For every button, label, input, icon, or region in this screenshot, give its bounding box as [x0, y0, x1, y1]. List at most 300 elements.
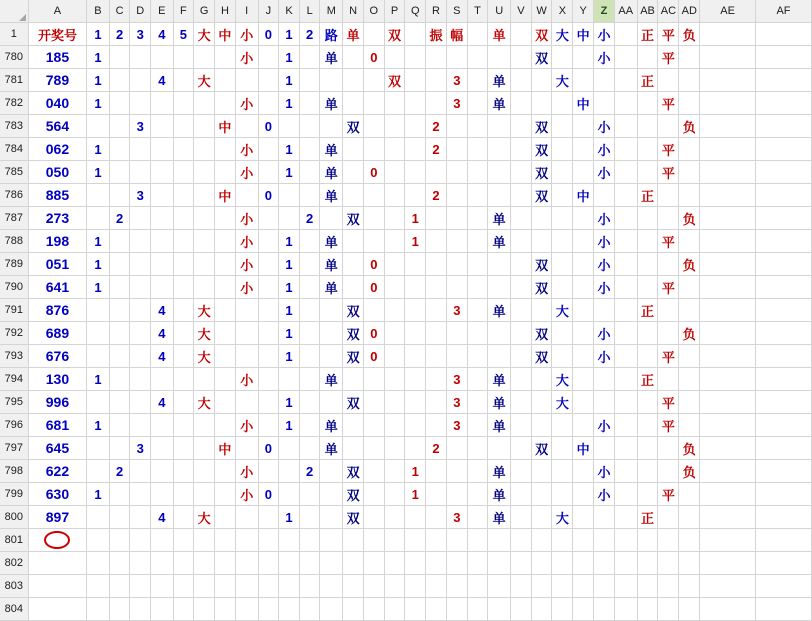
cell-j-802[interactable] — [258, 552, 279, 575]
cell-ae-801[interactable] — [700, 529, 756, 552]
cell-o-789[interactable]: 0 — [363, 253, 384, 276]
cell-a-796[interactable]: 681 — [28, 414, 86, 437]
cell-a-780[interactable]: 185 — [28, 46, 86, 69]
cell-t-794[interactable] — [467, 368, 488, 391]
cell-y-798[interactable] — [573, 460, 594, 483]
cell-x-797[interactable] — [552, 437, 573, 460]
cell-g-800[interactable]: 大 — [194, 506, 215, 529]
cell-e-782[interactable] — [151, 92, 174, 115]
cell-ad-785[interactable] — [679, 161, 700, 184]
cell-e-786[interactable] — [151, 184, 174, 207]
cell-o-803[interactable] — [363, 575, 384, 598]
column-header-o[interactable]: O — [363, 0, 384, 23]
table-row[interactable] — [0, 207, 812, 230]
cell-w-803[interactable] — [531, 575, 552, 598]
cell-ae-787[interactable] — [700, 207, 756, 230]
cell-y-786[interactable]: 中 — [573, 184, 594, 207]
cell-z-781[interactable] — [594, 69, 615, 92]
row-header[interactable]: 797 — [0, 437, 28, 460]
cell-ac-794[interactable] — [658, 368, 679, 391]
cell-ac-790[interactable]: 平 — [658, 276, 679, 299]
cell-m-801[interactable] — [320, 529, 343, 552]
cell-ae-796[interactable] — [700, 414, 756, 437]
cell-u-784[interactable] — [488, 138, 511, 161]
cell-k-793[interactable]: 1 — [279, 345, 300, 368]
header-cell-c[interactable]: 2 — [109, 23, 130, 46]
cell-s-785[interactable] — [446, 161, 467, 184]
cell-l-797[interactable] — [299, 437, 320, 460]
cell-ae-780[interactable] — [700, 46, 756, 69]
header-cell-q[interactable] — [405, 23, 426, 46]
cell-ac-788[interactable]: 平 — [658, 230, 679, 253]
cell-ab-803[interactable] — [637, 575, 658, 598]
cell-d-789[interactable] — [130, 253, 151, 276]
cell-af-790[interactable] — [756, 276, 812, 299]
header-cell-d[interactable]: 3 — [130, 23, 151, 46]
cell-f-803[interactable] — [173, 575, 194, 598]
cell-p-780[interactable] — [384, 46, 405, 69]
cell-k-790[interactable]: 1 — [279, 276, 300, 299]
cell-l-784[interactable] — [299, 138, 320, 161]
cell-x-794[interactable]: 大 — [552, 368, 573, 391]
column-header-w[interactable]: W — [531, 0, 552, 23]
cell-m-789[interactable]: 单 — [320, 253, 343, 276]
cell-s-787[interactable] — [446, 207, 467, 230]
cell-y-781[interactable] — [573, 69, 594, 92]
cell-af-794[interactable] — [756, 368, 812, 391]
cell-e-800[interactable]: 4 — [151, 506, 174, 529]
cell-n-782[interactable] — [343, 92, 364, 115]
cell-d-802[interactable] — [130, 552, 151, 575]
cell-w-804[interactable] — [531, 598, 552, 621]
cell-m-794[interactable]: 单 — [320, 368, 343, 391]
cell-ab-783[interactable] — [637, 115, 658, 138]
cell-r-783[interactable]: 2 — [426, 115, 447, 138]
cell-n-785[interactable] — [343, 161, 364, 184]
cell-d-793[interactable] — [130, 345, 151, 368]
cell-o-796[interactable] — [363, 414, 384, 437]
cell-n-795[interactable]: 双 — [343, 391, 364, 414]
cell-c-791[interactable] — [109, 299, 130, 322]
cell-z-788[interactable]: 小 — [594, 230, 615, 253]
cell-i-781[interactable] — [235, 69, 258, 92]
cell-t-799[interactable] — [467, 483, 488, 506]
cell-ad-800[interactable] — [679, 506, 700, 529]
cell-ae-786[interactable] — [700, 184, 756, 207]
cell-g-798[interactable] — [194, 460, 215, 483]
header-cell-ad[interactable]: 负 — [679, 23, 700, 46]
cell-f-799[interactable] — [173, 483, 194, 506]
cell-q-800[interactable] — [405, 506, 426, 529]
cell-t-800[interactable] — [467, 506, 488, 529]
cell-i-788[interactable]: 小 — [235, 230, 258, 253]
cell-af-801[interactable] — [756, 529, 812, 552]
cell-h-797[interactable]: 中 — [215, 437, 236, 460]
cell-af-788[interactable] — [756, 230, 812, 253]
cell-c-792[interactable] — [109, 322, 130, 345]
cell-o-794[interactable] — [363, 368, 384, 391]
cell-m-804[interactable] — [320, 598, 343, 621]
cell-af-789[interactable] — [756, 253, 812, 276]
cell-q-792[interactable] — [405, 322, 426, 345]
cell-l-792[interactable] — [299, 322, 320, 345]
cell-y-794[interactable] — [573, 368, 594, 391]
cell-ac-804[interactable] — [658, 598, 679, 621]
cell-u-785[interactable] — [488, 161, 511, 184]
column-header-l[interactable]: L — [299, 0, 320, 23]
cell-e-794[interactable] — [151, 368, 174, 391]
cell-z-787[interactable]: 小 — [594, 207, 615, 230]
cell-n-784[interactable] — [343, 138, 364, 161]
cell-f-781[interactable] — [173, 69, 194, 92]
cell-d-784[interactable] — [130, 138, 151, 161]
cell-ad-782[interactable] — [679, 92, 700, 115]
cell-t-790[interactable] — [467, 276, 488, 299]
cell-p-798[interactable] — [384, 460, 405, 483]
cell-af-792[interactable] — [756, 322, 812, 345]
cell-o-785[interactable]: 0 — [363, 161, 384, 184]
cell-ab-797[interactable] — [637, 437, 658, 460]
cell-r-800[interactable] — [426, 506, 447, 529]
cell-s-803[interactable] — [446, 575, 467, 598]
table-row[interactable] — [0, 575, 812, 598]
cell-l-794[interactable] — [299, 368, 320, 391]
cell-e-797[interactable] — [151, 437, 174, 460]
cell-k-797[interactable] — [279, 437, 300, 460]
cell-b-795[interactable] — [87, 391, 110, 414]
table-row[interactable] — [0, 414, 812, 437]
cell-b-792[interactable] — [87, 322, 110, 345]
cell-aa-783[interactable] — [614, 115, 637, 138]
cell-b-802[interactable] — [87, 552, 110, 575]
cell-f-801[interactable] — [173, 529, 194, 552]
cell-p-782[interactable] — [384, 92, 405, 115]
cell-k-783[interactable] — [279, 115, 300, 138]
cell-r-785[interactable] — [426, 161, 447, 184]
cell-n-802[interactable] — [343, 552, 364, 575]
cell-p-796[interactable] — [384, 414, 405, 437]
cell-r-794[interactable] — [426, 368, 447, 391]
column-header-ac[interactable]: AC — [658, 0, 679, 23]
cell-a-793[interactable]: 676 — [28, 345, 86, 368]
row-header[interactable]: 800 — [0, 506, 28, 529]
cell-ad-786[interactable] — [679, 184, 700, 207]
cell-i-802[interactable] — [235, 552, 258, 575]
cell-f-796[interactable] — [173, 414, 194, 437]
cell-af-793[interactable] — [756, 345, 812, 368]
cell-v-799[interactable] — [511, 483, 532, 506]
cell-w-781[interactable] — [531, 69, 552, 92]
cell-e-787[interactable] — [151, 207, 174, 230]
cell-g-782[interactable] — [194, 92, 215, 115]
cell-ac-792[interactable] — [658, 322, 679, 345]
cell-n-798[interactable]: 双 — [343, 460, 364, 483]
cell-v-782[interactable] — [511, 92, 532, 115]
cell-z-782[interactable] — [594, 92, 615, 115]
cell-w-786[interactable]: 双 — [531, 184, 552, 207]
cell-ad-781[interactable] — [679, 69, 700, 92]
row-header[interactable]: 804 — [0, 598, 28, 621]
cell-o-800[interactable] — [363, 506, 384, 529]
cell-q-798[interactable]: 1 — [405, 460, 426, 483]
cell-n-789[interactable] — [343, 253, 364, 276]
cell-a-799[interactable]: 630 — [28, 483, 86, 506]
cell-af-796[interactable] — [756, 414, 812, 437]
cell-d-791[interactable] — [130, 299, 151, 322]
cell-u-800[interactable]: 单 — [488, 506, 511, 529]
cell-af-791[interactable] — [756, 299, 812, 322]
cell-t-798[interactable] — [467, 460, 488, 483]
header-cell-n[interactable]: 单 — [343, 23, 364, 46]
cell-aa-790[interactable] — [614, 276, 637, 299]
row-header[interactable]: 792 — [0, 322, 28, 345]
cell-q-789[interactable] — [405, 253, 426, 276]
cell-c-798[interactable]: 2 — [109, 460, 130, 483]
header-cell-x[interactable]: 大 — [552, 23, 573, 46]
cell-g-801[interactable] — [194, 529, 215, 552]
cell-af-780[interactable] — [756, 46, 812, 69]
cell-h-791[interactable] — [215, 299, 236, 322]
row-header[interactable]: 791 — [0, 299, 28, 322]
cell-q-784[interactable] — [405, 138, 426, 161]
cell-ab-800[interactable]: 正 — [637, 506, 658, 529]
cell-v-781[interactable] — [511, 69, 532, 92]
cell-t-802[interactable] — [467, 552, 488, 575]
cell-k-784[interactable]: 1 — [279, 138, 300, 161]
cell-k-785[interactable]: 1 — [279, 161, 300, 184]
cell-af-804[interactable] — [756, 598, 812, 621]
cell-p-783[interactable] — [384, 115, 405, 138]
cell-d-792[interactable] — [130, 322, 151, 345]
row-header[interactable]: 794 — [0, 368, 28, 391]
cell-y-789[interactable] — [573, 253, 594, 276]
cell-q-790[interactable] — [405, 276, 426, 299]
cell-b-796[interactable]: 1 — [87, 414, 110, 437]
cell-b-801[interactable] — [87, 529, 110, 552]
cell-a-785[interactable]: 050 — [28, 161, 86, 184]
table-row[interactable] — [0, 598, 812, 621]
cell-m-784[interactable]: 单 — [320, 138, 343, 161]
cell-g-804[interactable] — [194, 598, 215, 621]
cell-z-795[interactable] — [594, 391, 615, 414]
cell-f-797[interactable] — [173, 437, 194, 460]
cell-u-796[interactable]: 单 — [488, 414, 511, 437]
cell-u-780[interactable] — [488, 46, 511, 69]
cell-r-780[interactable] — [426, 46, 447, 69]
cell-j-793[interactable] — [258, 345, 279, 368]
cell-t-803[interactable] — [467, 575, 488, 598]
cell-ab-786[interactable]: 正 — [637, 184, 658, 207]
cell-c-795[interactable] — [109, 391, 130, 414]
cell-ac-780[interactable]: 平 — [658, 46, 679, 69]
cell-h-783[interactable]: 中 — [215, 115, 236, 138]
cell-t-781[interactable] — [467, 69, 488, 92]
cell-ae-790[interactable] — [700, 276, 756, 299]
cell-e-801[interactable] — [151, 529, 174, 552]
cell-ad-797[interactable]: 负 — [679, 437, 700, 460]
cell-ab-785[interactable] — [637, 161, 658, 184]
cell-o-792[interactable]: 0 — [363, 322, 384, 345]
cell-x-803[interactable] — [552, 575, 573, 598]
cell-s-790[interactable] — [446, 276, 467, 299]
cell-t-793[interactable] — [467, 345, 488, 368]
cell-o-781[interactable] — [363, 69, 384, 92]
cell-s-797[interactable] — [446, 437, 467, 460]
cell-x-786[interactable] — [552, 184, 573, 207]
cell-r-781[interactable] — [426, 69, 447, 92]
cell-i-791[interactable] — [235, 299, 258, 322]
cell-j-780[interactable] — [258, 46, 279, 69]
cell-ad-784[interactable] — [679, 138, 700, 161]
cell-b-791[interactable] — [87, 299, 110, 322]
table-row[interactable] — [0, 483, 812, 506]
cell-ae-799[interactable] — [700, 483, 756, 506]
cell-l-791[interactable] — [299, 299, 320, 322]
cell-s-781[interactable]: 3 — [446, 69, 467, 92]
cell-aa-781[interactable] — [614, 69, 637, 92]
table-row[interactable] — [0, 460, 812, 483]
cell-y-797[interactable]: 中 — [573, 437, 594, 460]
cell-r-790[interactable] — [426, 276, 447, 299]
cell-f-784[interactable] — [173, 138, 194, 161]
cell-m-791[interactable] — [320, 299, 343, 322]
cell-w-783[interactable]: 双 — [531, 115, 552, 138]
cell-z-800[interactable] — [594, 506, 615, 529]
cell-i-798[interactable]: 小 — [235, 460, 258, 483]
cell-u-795[interactable]: 单 — [488, 391, 511, 414]
cell-p-794[interactable] — [384, 368, 405, 391]
cell-n-786[interactable] — [343, 184, 364, 207]
row-header[interactable]: 782 — [0, 92, 28, 115]
cell-b-780[interactable]: 1 — [87, 46, 110, 69]
cell-l-804[interactable] — [299, 598, 320, 621]
column-header-ae[interactable]: AE — [700, 0, 756, 23]
cell-ac-782[interactable]: 平 — [658, 92, 679, 115]
cell-w-796[interactable] — [531, 414, 552, 437]
cell-f-783[interactable] — [173, 115, 194, 138]
cell-h-804[interactable] — [215, 598, 236, 621]
cell-h-794[interactable] — [215, 368, 236, 391]
cell-q-785[interactable] — [405, 161, 426, 184]
cell-j-784[interactable] — [258, 138, 279, 161]
cell-e-792[interactable]: 4 — [151, 322, 174, 345]
cell-r-782[interactable] — [426, 92, 447, 115]
cell-a-800[interactable]: 897 — [28, 506, 86, 529]
cell-m-790[interactable]: 单 — [320, 276, 343, 299]
cell-t-796[interactable] — [467, 414, 488, 437]
cell-s-782[interactable]: 3 — [446, 92, 467, 115]
cell-k-799[interactable] — [279, 483, 300, 506]
cell-r-793[interactable] — [426, 345, 447, 368]
cell-p-787[interactable] — [384, 207, 405, 230]
cell-ae-784[interactable] — [700, 138, 756, 161]
cell-j-794[interactable] — [258, 368, 279, 391]
cell-y-780[interactable] — [573, 46, 594, 69]
cell-t-783[interactable] — [467, 115, 488, 138]
cell-f-804[interactable] — [173, 598, 194, 621]
cell-b-797[interactable] — [87, 437, 110, 460]
cell-i-801[interactable] — [235, 529, 258, 552]
cell-d-787[interactable] — [130, 207, 151, 230]
cell-l-796[interactable] — [299, 414, 320, 437]
cell-aa-802[interactable] — [614, 552, 637, 575]
cell-x-788[interactable] — [552, 230, 573, 253]
cell-r-804[interactable] — [426, 598, 447, 621]
cell-g-802[interactable] — [194, 552, 215, 575]
cell-q-781[interactable] — [405, 69, 426, 92]
cell-m-786[interactable]: 单 — [320, 184, 343, 207]
cell-h-798[interactable] — [215, 460, 236, 483]
column-header-s[interactable]: S — [446, 0, 467, 23]
cell-e-795[interactable]: 4 — [151, 391, 174, 414]
cell-ac-797[interactable] — [658, 437, 679, 460]
cell-y-790[interactable] — [573, 276, 594, 299]
cell-aa-800[interactable] — [614, 506, 637, 529]
cell-e-799[interactable] — [151, 483, 174, 506]
cell-w-780[interactable]: 双 — [531, 46, 552, 69]
cell-h-786[interactable]: 中 — [215, 184, 236, 207]
cell-w-790[interactable]: 双 — [531, 276, 552, 299]
cell-a-804[interactable] — [28, 598, 86, 621]
cell-g-803[interactable] — [194, 575, 215, 598]
cell-f-798[interactable] — [173, 460, 194, 483]
cell-aa-801[interactable] — [614, 529, 637, 552]
cell-r-784[interactable]: 2 — [426, 138, 447, 161]
column-header-x[interactable]: X — [552, 0, 573, 23]
column-header-ab[interactable]: AB — [637, 0, 658, 23]
cell-c-788[interactable] — [109, 230, 130, 253]
cell-e-798[interactable] — [151, 460, 174, 483]
cell-ab-802[interactable] — [637, 552, 658, 575]
cell-j-795[interactable] — [258, 391, 279, 414]
header-cell-o[interactable] — [363, 23, 384, 46]
cell-i-785[interactable]: 小 — [235, 161, 258, 184]
cell-q-797[interactable] — [405, 437, 426, 460]
cell-n-801[interactable] — [343, 529, 364, 552]
cell-ab-781[interactable]: 正 — [637, 69, 658, 92]
cell-l-803[interactable] — [299, 575, 320, 598]
cell-s-802[interactable] — [446, 552, 467, 575]
cell-z-786[interactable] — [594, 184, 615, 207]
cell-v-801[interactable] — [511, 529, 532, 552]
cell-w-791[interactable] — [531, 299, 552, 322]
cell-l-790[interactable] — [299, 276, 320, 299]
cell-h-781[interactable] — [215, 69, 236, 92]
cell-l-798[interactable]: 2 — [299, 460, 320, 483]
cell-f-791[interactable] — [173, 299, 194, 322]
cell-o-788[interactable] — [363, 230, 384, 253]
cell-s-793[interactable] — [446, 345, 467, 368]
cell-b-799[interactable]: 1 — [87, 483, 110, 506]
cell-u-799[interactable]: 单 — [488, 483, 511, 506]
cell-t-801[interactable] — [467, 529, 488, 552]
cell-ac-789[interactable] — [658, 253, 679, 276]
row-header[interactable]: 788 — [0, 230, 28, 253]
cell-c-797[interactable] — [109, 437, 130, 460]
header-cell-z[interactable]: 小 — [594, 23, 615, 46]
cell-ad-798[interactable]: 负 — [679, 460, 700, 483]
cell-j-796[interactable] — [258, 414, 279, 437]
cell-e-783[interactable] — [151, 115, 174, 138]
cell-m-787[interactable] — [320, 207, 343, 230]
cell-e-790[interactable] — [151, 276, 174, 299]
cell-b-788[interactable]: 1 — [87, 230, 110, 253]
cell-i-797[interactable] — [235, 437, 258, 460]
cell-i-799[interactable]: 小 — [235, 483, 258, 506]
cell-u-787[interactable]: 单 — [488, 207, 511, 230]
cell-d-783[interactable]: 3 — [130, 115, 151, 138]
cell-aa-780[interactable] — [614, 46, 637, 69]
